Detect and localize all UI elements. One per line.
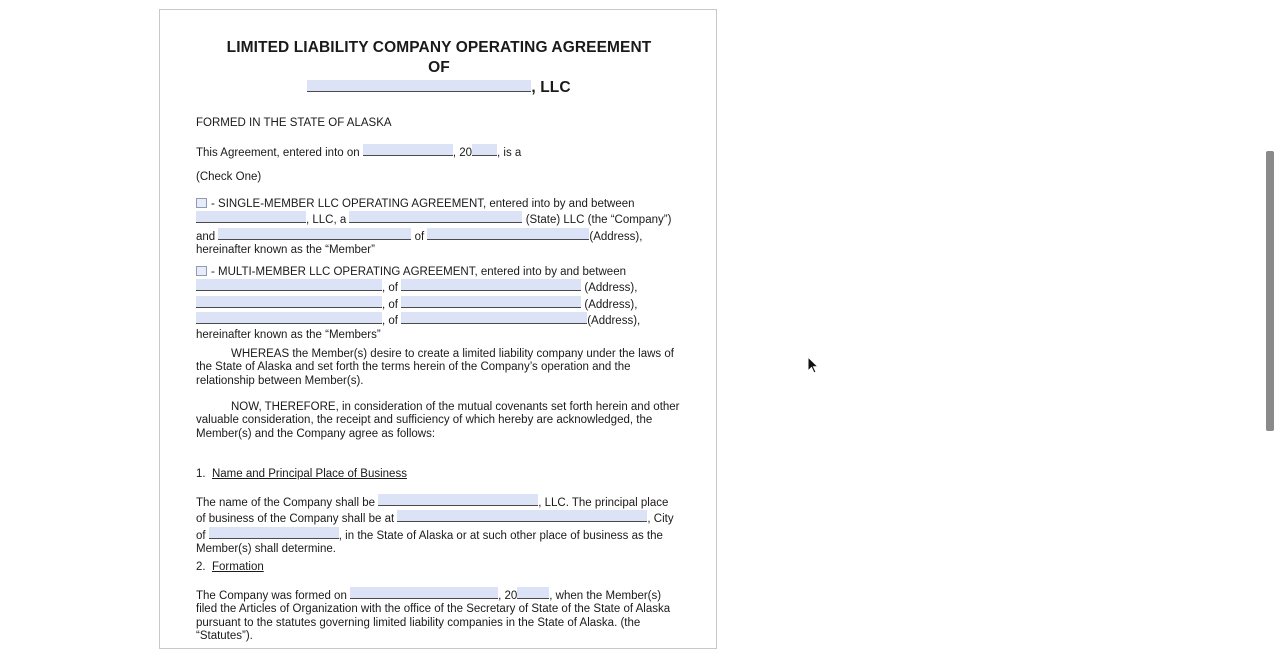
multi-address-label-3: (Address),	[587, 315, 641, 328]
single-state-field[interactable]	[349, 211, 522, 223]
agreement-date-line	[196, 144, 686, 160]
s1-principal-label: , LLC. The principal place	[538, 497, 669, 509]
check-one-label: (Check One)	[196, 171, 262, 183]
multi-member-section	[196, 266, 686, 342]
formed-in-state: FORMED IN THE STATE OF ALASKA	[196, 117, 392, 129]
s2-members-text: , when the Member(s)	[549, 590, 662, 602]
agreement-year-field[interactable]	[472, 144, 497, 156]
multi-member-1-address-field[interactable]	[401, 279, 581, 291]
single-address-label: (Address),	[589, 230, 643, 243]
single-member-section	[196, 198, 686, 258]
whereas-paragraph	[196, 348, 686, 388]
s1-state-text: , in the State of Alaska or at such other place of business as the	[338, 529, 663, 542]
multi-of-label-1: , of	[382, 282, 398, 295]
section-1-body	[196, 494, 686, 557]
now-therefore-text: NOW, THEREFORE, in consideration of the mutual covenants set forth herein and other valuable consideration, the receipt and sufficiency of which hereby are acknowledged, the Member(s) and the Company agree as follows:	[196, 401, 680, 440]
s2-formed-label: The Company was formed on	[196, 590, 347, 602]
agreement-date-label: This Agreement, entered into on	[196, 147, 360, 159]
document-page	[159, 9, 717, 649]
s2-statutes-text: “Statutes”).	[196, 630, 253, 643]
company-name-field[interactable]	[307, 80, 531, 92]
single-llc-a-label: , LLC, a	[306, 214, 347, 227]
agreement-year-prefix: , 20	[452, 147, 473, 159]
multi-member-1-name-field[interactable]	[196, 279, 382, 291]
multi-member-heading: - MULTI-MEMBER LLC OPERATING AGREEMENT, entered into by and between	[211, 266, 626, 278]
doc-title-line2: OF	[428, 59, 450, 76]
section-2-heading	[196, 561, 686, 574]
s2-year-prefix: , 20	[498, 590, 518, 602]
whereas-text: WHEREAS the Member(s) desire to create a limited liability company under the laws of the State of Alaska and set forth the terms herein of the Company’s operation and the relationship between Member(s).	[196, 348, 674, 387]
s2-year-field[interactable]	[517, 587, 549, 599]
multi-member-3-name-field[interactable]	[196, 312, 382, 324]
multi-member-2-name-field[interactable]	[196, 296, 382, 308]
multi-address-label-2: (Address),	[584, 298, 638, 311]
s1-address-field[interactable]	[397, 510, 647, 522]
s2-articles-text: filed the Articles of Organization with the office of the Secretary of State of the State of Alaska	[196, 603, 671, 616]
now-therefore-paragraph	[196, 401, 686, 441]
single-and-label: and	[196, 230, 216, 243]
vertical-scrollbar[interactable]	[1266, 151, 1274, 431]
s1-of-label: of	[196, 529, 206, 542]
section-2-body	[196, 587, 686, 644]
s1-determine-text: Member(s) shall determine.	[196, 543, 336, 556]
doc-title-line1: LIMITED LIABILITY COMPANY OPERATING AGREEMENT	[226, 39, 652, 56]
multi-of-label-3: , of	[382, 315, 398, 328]
section-2-title: Formation	[211, 561, 264, 573]
multi-member-known: hereinafter known as the “Members”	[196, 328, 381, 341]
s2-pursuant-text: pursuant to the statutes governing limited liability companies in the State of Alaska. (the	[196, 616, 641, 629]
agreement-date-field[interactable]	[363, 144, 453, 156]
single-member-name-field[interactable]	[196, 211, 306, 223]
single-member-known: hereinafter known as the “Member”	[196, 244, 375, 257]
s1-city-label: , City	[647, 513, 674, 526]
multi-member-checkbox[interactable]	[196, 266, 207, 276]
llc-suffix: , LLC	[531, 79, 571, 96]
single-member-address-field[interactable]	[427, 228, 589, 240]
section-1-title: Name and Principal Place of Business	[211, 468, 407, 480]
s2-date-field[interactable]	[350, 587, 498, 599]
multi-address-label-1: (Address),	[584, 282, 638, 295]
single-of-label: of	[414, 230, 425, 243]
s1-name-label: The name of the Company shall be	[196, 497, 375, 509]
s1-city-field[interactable]	[209, 527, 339, 539]
multi-member-2-address-field[interactable]	[401, 296, 581, 308]
s1-company-name-field[interactable]	[378, 494, 538, 506]
s1-business-label: of business of the Company shall be at	[196, 513, 395, 526]
section-1-number: 1.	[196, 468, 206, 480]
section-1-heading	[196, 468, 686, 481]
single-member-heading: - SINGLE-MEMBER LLC OPERATING AGREEMENT, entered into by and between	[211, 198, 635, 210]
agreement-date-suffix: , is a	[497, 147, 522, 159]
single-state-llc-label: (State) LLC (the “Company”)	[525, 214, 672, 227]
mouse-cursor-icon	[807, 356, 821, 376]
doc-title-line3	[160, 79, 718, 97]
single-member-checkbox[interactable]	[196, 198, 207, 208]
section-2-number: 2.	[196, 561, 206, 573]
multi-of-label-2: , of	[382, 298, 398, 311]
multi-member-3-address-field[interactable]	[401, 312, 587, 324]
single-member-person-field[interactable]	[218, 228, 411, 240]
